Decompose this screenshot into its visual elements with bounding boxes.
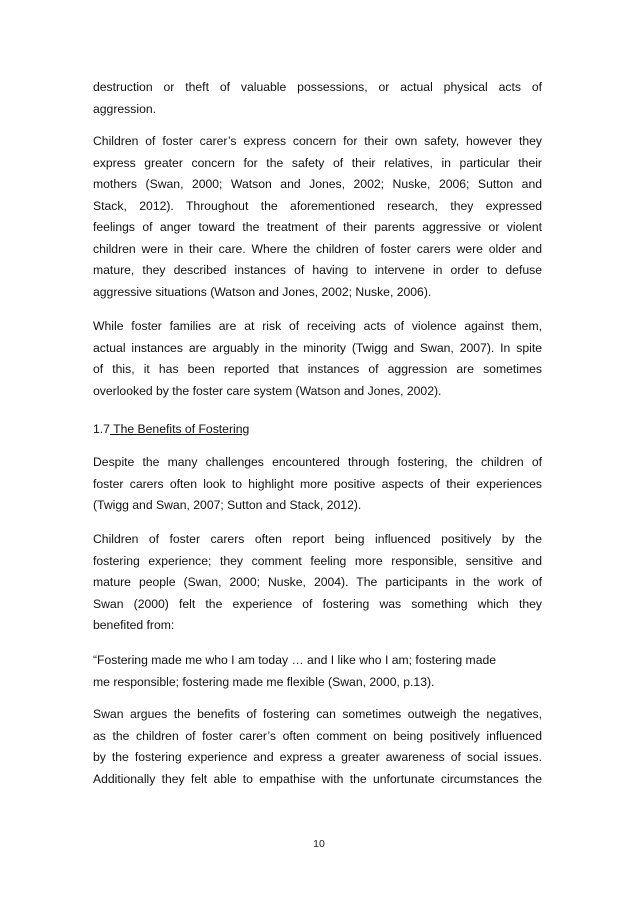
text-line: mature people (Swan, 2000; Nuske, 2004). The participants in the work of [93, 575, 542, 589]
text-line: Swan (2000) felt the experience of fostering was something which they [93, 596, 542, 611]
text-line: benefited from: [93, 618, 175, 632]
text-line: me responsible; fostering made me flexible (Swan, 2000, p.13). [93, 674, 435, 689]
section-title: The Benefits of Fostering [109, 422, 250, 436]
text-line: Children of foster carer’s express concern for their own safety, however they [93, 134, 542, 148]
text-line: fostering experience; they comment feeling more responsible, sensitive and [93, 553, 542, 568]
paragraph-2 [93, 131, 542, 303]
text-line: actual instances are arguably in the minority (Twigg and Swan, 2007). In spite [93, 340, 542, 355]
quote-block [93, 650, 542, 693]
page-number: 10 [313, 838, 325, 850]
text-line: Swan argues the benefits of fostering can sometimes outweigh the negatives, [93, 707, 542, 721]
text-line: While foster families are at risk of receiving acts of violence against them, [93, 319, 542, 333]
text-line: aggression. [93, 101, 157, 116]
section-heading [93, 419, 542, 441]
text-line: Despite the many challenges encountered through fostering, the children of [93, 455, 542, 469]
text-line: by the fostering experience and express a greater awareness of social issues. [93, 750, 542, 764]
text-line: feelings of anger toward the treatment of their parents aggressive or violent [93, 220, 542, 234]
text-line: (Twigg and Swan, 2007; Sutton and Stack, 2012). [93, 498, 362, 512]
paragraph-5 [93, 452, 542, 517]
section-number: 1.7 [93, 422, 110, 436]
text-line: children were in their care. Where the children of foster carers were older and [93, 241, 542, 256]
text-line: aggressive situations (Watson and Jones, 2002; Nuske, 2006). [93, 284, 432, 299]
text-line: of this, it has been reported that instances of aggression are sometimes [93, 362, 542, 376]
text-line: destruction or theft of valuable possessions, or actual physical acts of [93, 80, 542, 94]
text-line: “Fostering made me who I am today … and I like who I am; fostering made [93, 653, 497, 667]
text-line: foster carers often look to highlight more positive aspects of their experiences [93, 476, 542, 491]
text-line: overlooked by the foster care system (Watson and Jones, 2002). [93, 383, 442, 398]
text-line: express greater concern for the safety of their relatives, in particular their [93, 155, 542, 170]
section-heading-line [93, 419, 542, 441]
paragraph-6 [93, 529, 542, 637]
text-line: Stack, 2012). Throughout the aforementioned research, they expressed [93, 198, 542, 213]
paragraph-1 [93, 77, 542, 120]
text-line: mothers (Swan, 2000; Watson and Jones, 2002; Nuske, 2006; Sutton and [93, 177, 542, 191]
text-line: Children of foster carers often report being influenced positively by the [93, 532, 542, 546]
paragraph-3 [93, 316, 542, 402]
text-line: Additionally they felt able to empathise with the unfortunate circumstances the [93, 771, 542, 786]
text-line: as the children of foster carer’s often comment on being positively influenced [93, 728, 542, 743]
paragraph-8 [93, 704, 542, 790]
text-line: mature, they described instances of having to intervene in order to defuse [93, 263, 542, 277]
